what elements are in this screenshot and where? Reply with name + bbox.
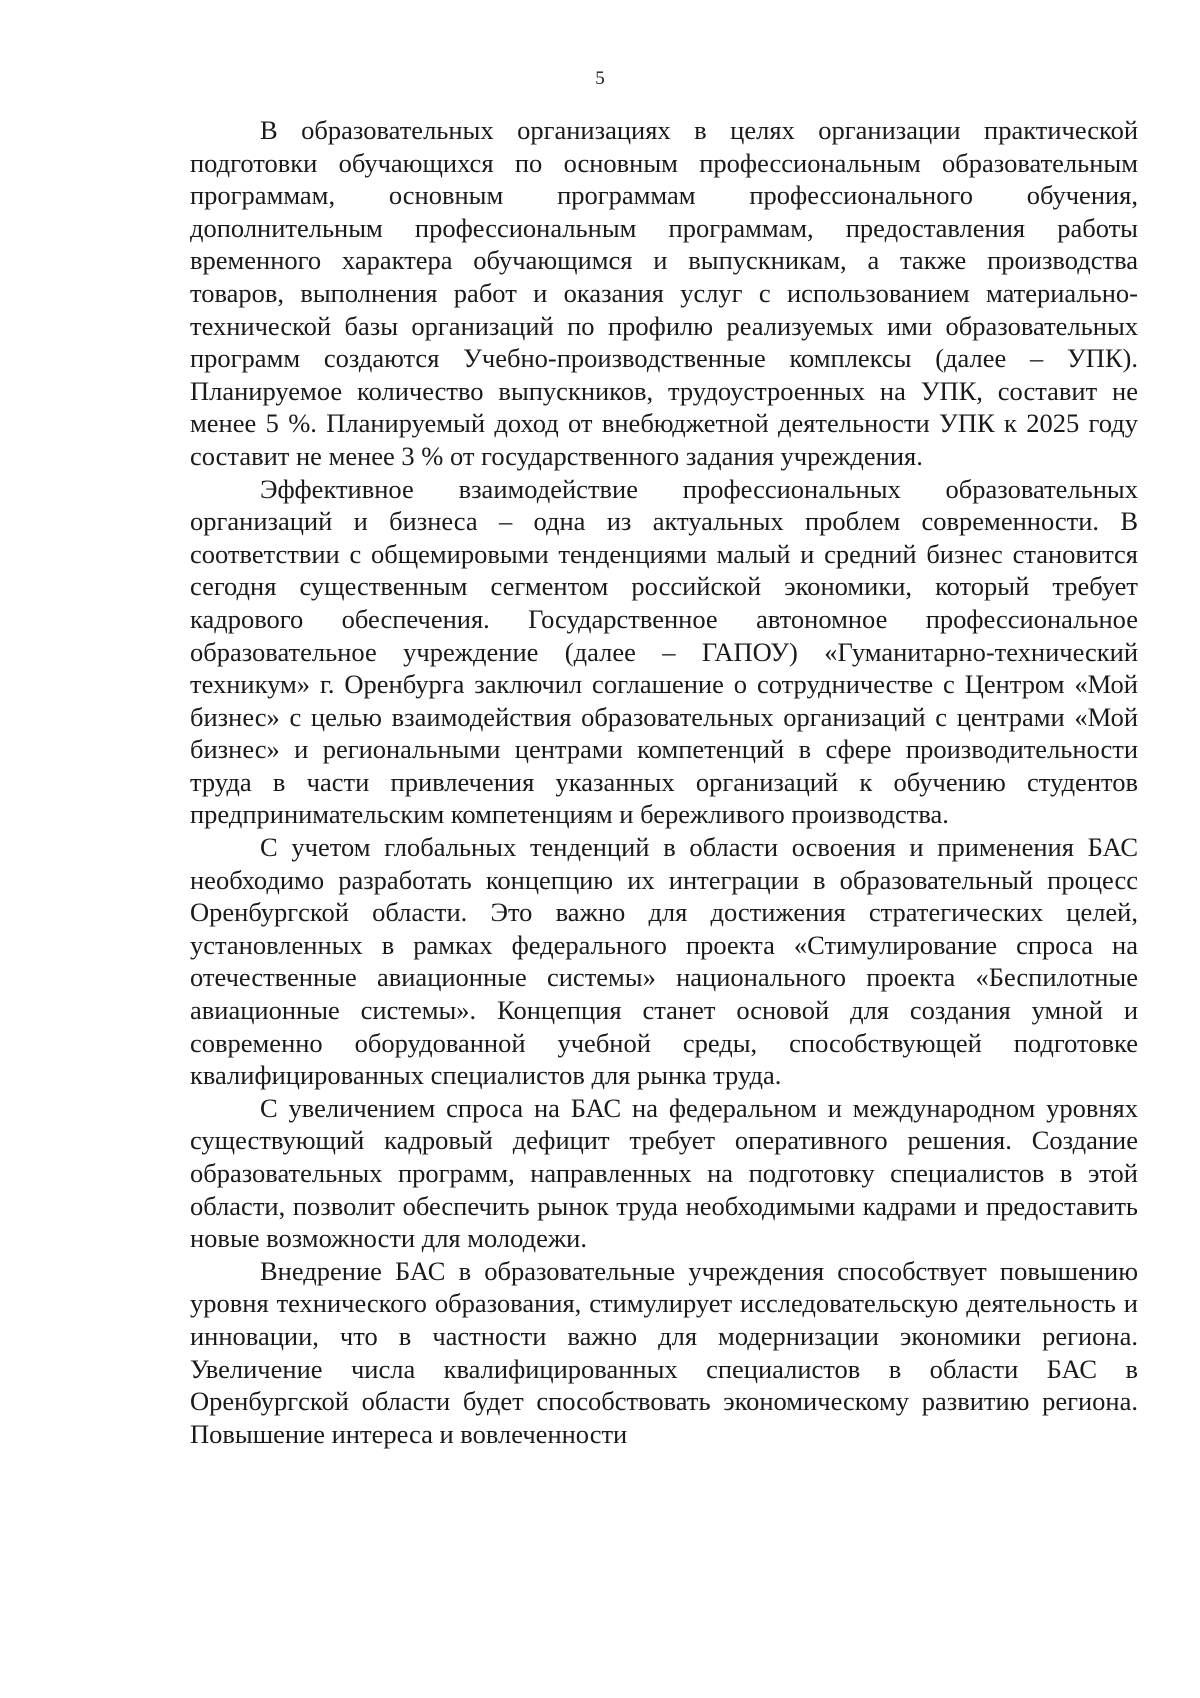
paragraph-bas-concept: С учетом глобальных тенденций в области освоения и применения БАС необходимо разработать концепцию их интеграции в образовательный процесс Оренбургской области. Это важно для достижения стратегических целей, установленных в рамках федерального проекта «Стимулирование спроса на отечественные авиационные системы» национального проекта «Беспилотные авиационные системы». Концепция станет основой для создания умной и современно оборудованной учебной среды, способствующей подготовке квалифицированных специалистов для рынка труда. xyxy=(190,832,1138,1091)
paragraph-business-cooperation: Эффективное взаимодействие профессиональных образовательных организаций и бизнеса – одна из актуальных проблем современности. В соответствии с общемировыми тенденциями малый и средний бизнес становится сегодня существенным сегментом российской экономики, который требует кадрового обеспечения. Государственное автономное профессиональное образовательное учреждение (далее – ГАПОУ) «Гуманитарно-технический техникум» г. Оренбурга заключил соглашение о сотрудничестве с Центром «Мой бизнес» с целью взаимодействия образовательных организаций с центрами «Мой бизнес» и региональными центрами компетенций в сфере производительности труда в части привлечения указанных организаций к обучению студентов предпринимательским компетенциям и бережливого производства. xyxy=(190,473,1138,830)
page-number: 5 xyxy=(595,68,605,89)
paragraph-bas-implementation: Внедрение БАС в образовательные учреждения способствует повышению уровня технического образования, стимулирует исследовательскую деятельность и инновации, что в частности важно для модернизации экономики региона. Увеличение числа квалифицированных специалистов в области БАС в Оренбургской области будет способствовать экономическому развитию региона. Повышение интереса и вовлеченности xyxy=(190,1255,1138,1449)
paragraph-upk: В образовательных организациях в целях организации практической подготовки обучающихся по основным профессиональным образовательным программам, основным программам профессионального обучения, дополнительным профессиональным программам, предоставления работы временного характера обучающимся и выпускникам, а также производства товаров, выполнения работ и оказания услуг с использованием материально-технической базы организаций по профилю реализуемых ими образовательных программ создаются Учебно-производственные комплексы (далее – УПК). Планируемое количество выпускников, трудоустроенных на УПК, составит не менее 5 %. Планируемый доход от внебюджетной деятельности УПК к 2025 году составит не менее 3 % от государственного задания учреждения. xyxy=(190,115,1138,471)
document-body xyxy=(190,114,1138,1450)
paragraph-bas-demand: С увеличением спроса на БАС на федеральном и международном уровнях существующий кадровый дефицит требует оперативного решения. Создание образовательных программ, направленных на подготовку специалистов в этой области, позволит обеспечить рынок труда необходимыми кадрами и предоставить новые возможности для молодежи. xyxy=(190,1092,1138,1254)
